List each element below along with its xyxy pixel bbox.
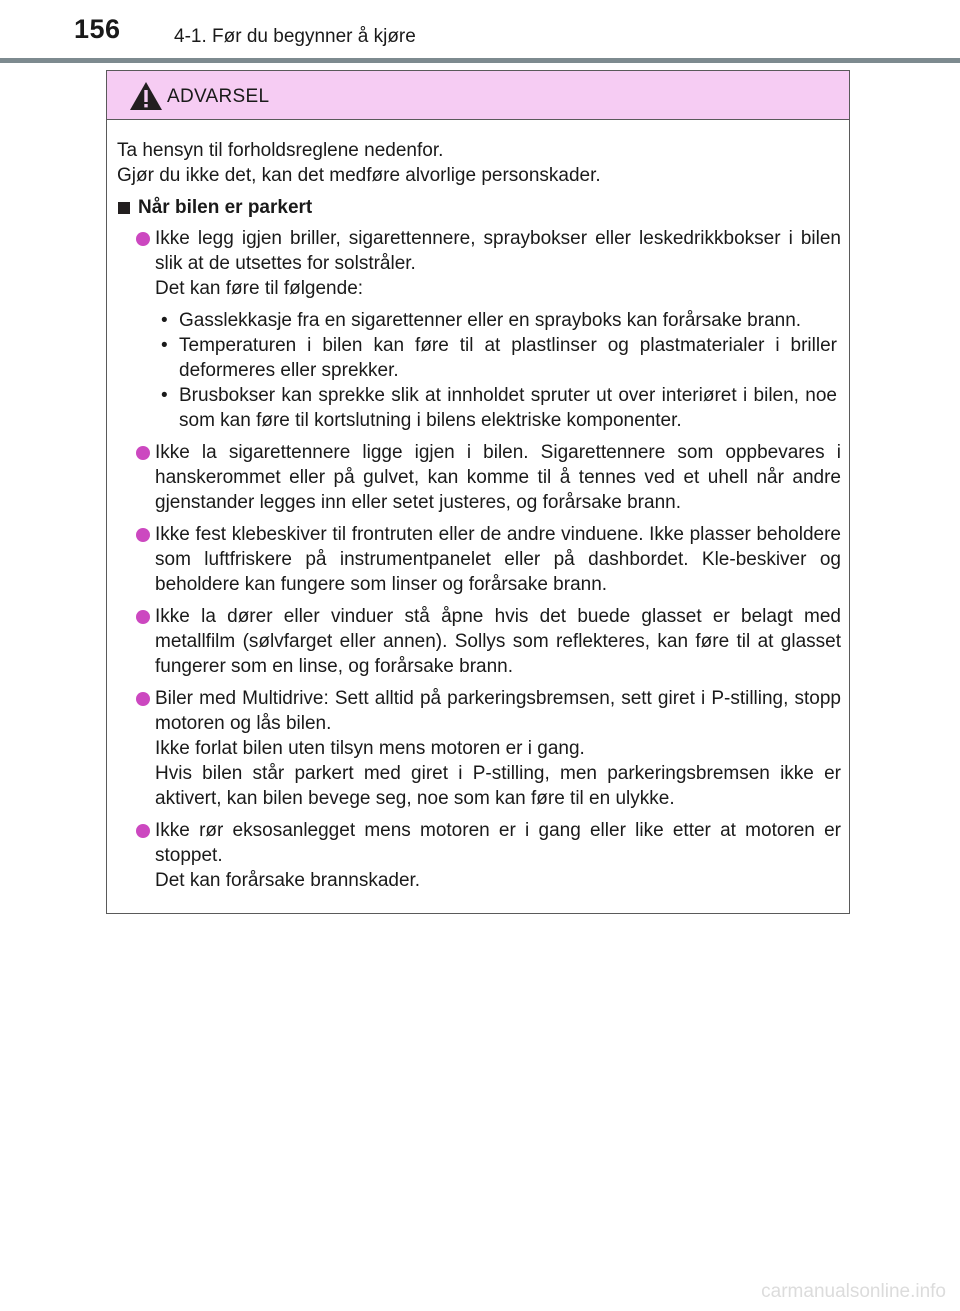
square-bullet-icon xyxy=(118,202,130,214)
page-number: 156 xyxy=(74,14,121,44)
sub-list xyxy=(161,308,841,433)
dot-bullet-icon: • xyxy=(161,385,168,406)
list-item xyxy=(117,818,841,893)
item-text: Ikke la sigarettennere ligge igjen i bilen. Sigarettennere som oppbevares i hanskerommet eller på gulvet, kan komme til å tennes ved et uhell når andre gjenstander legges inn eller setet justeres, og forårsake brann. xyxy=(155,442,841,513)
item-content xyxy=(155,818,841,893)
item-content xyxy=(155,440,841,515)
sub-item-text: Brusbokser kan sprekke slik at innholdet spruter ut over interiøret i bilen, noe som kan føre til kortslutning i bilens elektriske komponenter. xyxy=(179,385,837,431)
circle-bullet-icon xyxy=(136,446,150,460)
watermark: carmanualsonline.info xyxy=(761,1281,946,1302)
warning-items xyxy=(117,226,841,893)
item-content xyxy=(155,604,841,679)
warning-body xyxy=(107,120,849,893)
item-content xyxy=(155,226,841,433)
item-content xyxy=(155,522,841,597)
list-item xyxy=(117,604,841,679)
circle-bullet-icon xyxy=(136,610,150,624)
running-head: 4-1. Før du begynner å kjøre xyxy=(174,26,416,47)
sub-list-item xyxy=(161,383,841,433)
warning-triangle-icon xyxy=(129,81,163,111)
sub-list-item xyxy=(161,308,841,333)
list-item xyxy=(117,522,841,597)
header-rule xyxy=(0,58,960,63)
item-text: Ikke rør eksosanlegget mens motoren er i gang eller like etter at motoren er stoppet. xyxy=(155,820,841,866)
circle-bullet-icon xyxy=(136,824,150,838)
item-text: Det kan føre til følgende: xyxy=(155,278,364,299)
list-item xyxy=(117,440,841,515)
sub-item-text: Gasslekkasje fra en sigarettenner eller en sprayboks kan forårsake brann. xyxy=(179,310,802,331)
item-text: Ikke forlat bilen uten tilsyn mens motoren er i gang. xyxy=(155,738,585,759)
item-content xyxy=(155,686,841,811)
sub-item-text: Temperaturen i bilen kan føre til at plastlinser og plastmaterialer i briller deformeres eller sprekker. xyxy=(179,335,837,381)
item-text: Ikke fest klebeskiver til frontruten eller de andre vinduene. Ikke plasser beholdere som luftfriskere på instrumentpanelet eller på dashbordet. Kle-beskiver og beholdere kan fungere som linser og forårsake brann. xyxy=(155,524,841,595)
section-heading xyxy=(117,195,841,220)
item-text: Ikke la dører eller vinduer stå åpne hvis det buede glasset er belagt med metallfilm (sølvfarget eller annen). Sollys som reflekteres, kan føre til at glasset fungerer som en linse, og forårsake brann. xyxy=(155,606,841,677)
list-item xyxy=(117,686,841,811)
item-text: Ikke legg igjen briller, sigarettennere, spraybokser eller leskedrikkbokser i bilen slik at de utsettes for solstråler. xyxy=(155,228,841,274)
circle-bullet-icon xyxy=(136,692,150,706)
circle-bullet-icon xyxy=(136,528,150,542)
item-text: Biler med Multidrive: Sett alltid på parkeringsbremsen, sett giret i P-stilling, stopp motoren og lås bilen. xyxy=(155,688,841,734)
warning-title: ADVARSEL xyxy=(167,86,270,107)
sub-list-item xyxy=(161,333,841,383)
circle-bullet-icon xyxy=(136,232,150,246)
item-text: Det kan forårsake brannskader. xyxy=(155,870,421,891)
item-text: Hvis bilen står parkert med giret i P-stilling, men parkeringsbremsen ikke er aktivert, kan bilen bevege seg, noe som kan føre til en ulykke. xyxy=(155,763,841,809)
warning-header xyxy=(107,71,849,120)
intro-line: Gjør du ikke det, kan det medføre alvorlige personskader. xyxy=(117,165,601,186)
intro-line: Ta hensyn til forholdsreglene nedenfor. xyxy=(117,140,444,161)
section-heading-text: Når bilen er parkert xyxy=(138,197,313,218)
warning-box xyxy=(106,70,850,914)
dot-bullet-icon: • xyxy=(161,335,168,356)
dot-bullet-icon: • xyxy=(161,310,168,331)
warning-intro xyxy=(117,138,841,188)
list-item xyxy=(117,226,841,433)
